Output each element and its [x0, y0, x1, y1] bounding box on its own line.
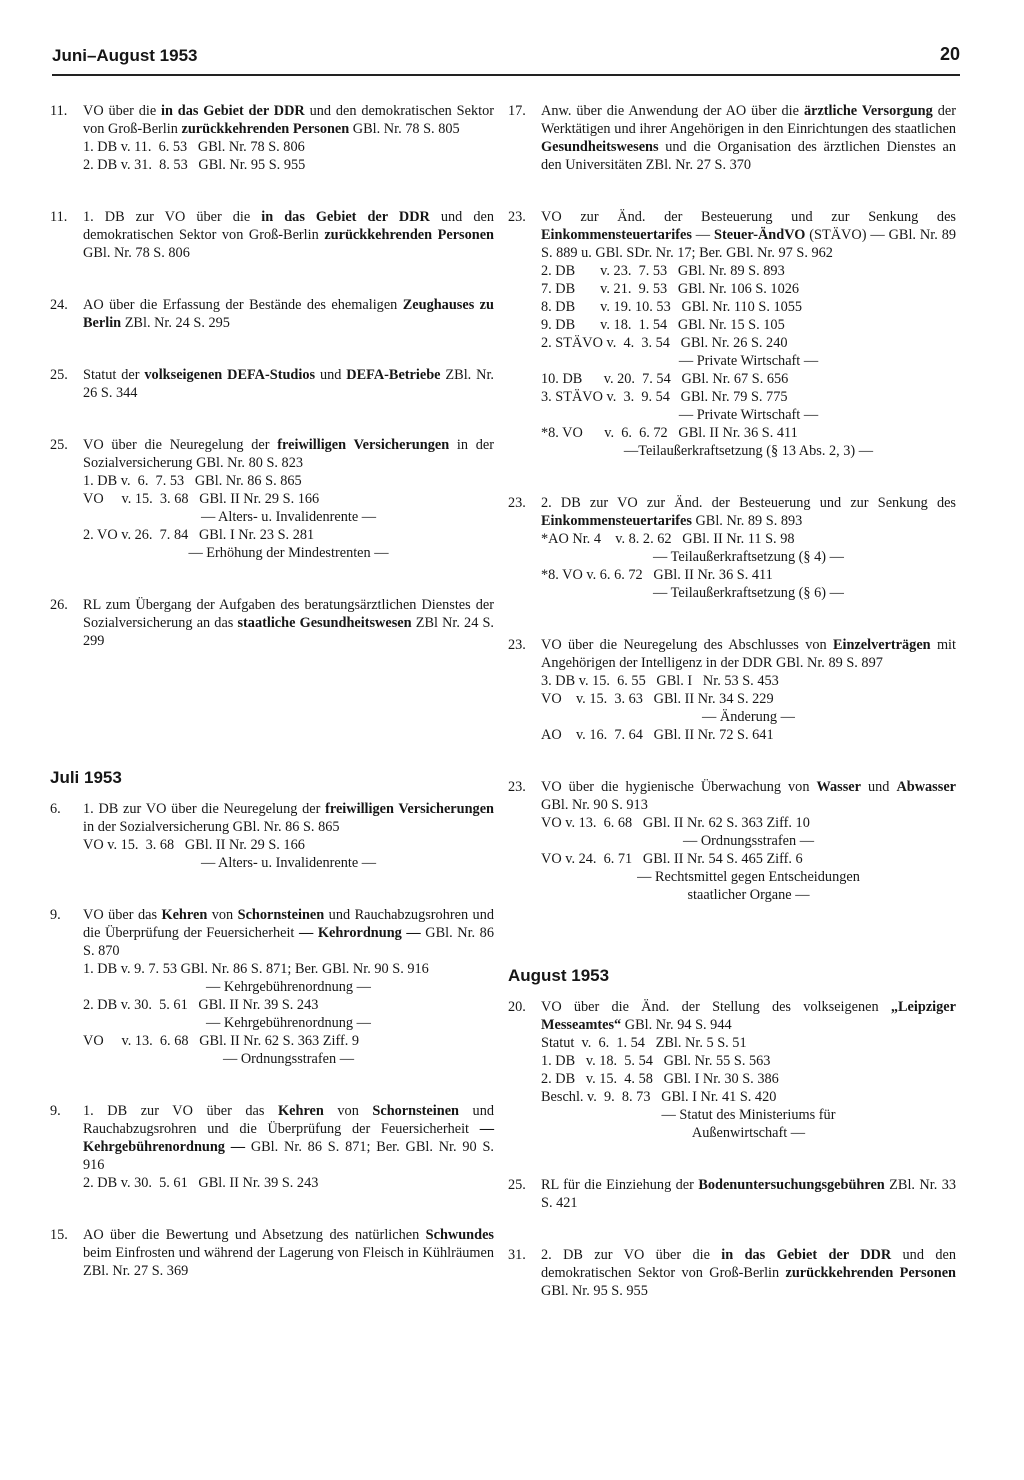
- amendment-note: — Private Wirtschaft —: [678, 353, 819, 369]
- amendment-line: VO v. 24. 6. 71 GBl. II Nr. 54 S. 465 Ziff. 6: [541, 851, 803, 867]
- list-item: [508, 102, 956, 174]
- entry-day: 25.: [50, 367, 68, 383]
- list-item: [50, 102, 494, 174]
- entry-text: AO über die Bewertung und Absetzung des natürlichen Schwundes beim Einfrosten und während der Lagerung von Fleisch in Kühlräumen ZBl. Nr. 27 S. 369: [83, 1227, 494, 1279]
- amendment-note: — Ordnungsstrafen —: [222, 1051, 355, 1067]
- entry-day: 25.: [508, 1177, 526, 1193]
- header-period: Juni–August 1953: [52, 46, 198, 65]
- amendment-note: — Kehrgebührenordnung —: [206, 979, 371, 995]
- list-item: [50, 1102, 494, 1192]
- amendment-note: — Erhöhung der Mindestrenten —: [188, 545, 389, 561]
- amendment-line: Statut v. 6. 1. 54 ZBl. Nr. 5 S. 51: [541, 1035, 747, 1051]
- list-item: [508, 1246, 956, 1300]
- entry-day: 11.: [50, 103, 68, 119]
- amendment-note: — Statut des Ministeriums für: [661, 1107, 836, 1123]
- entry-text: Statut der volkseigenen DEFA-Studios und DEFA-Betriebe ZBl. Nr. 26 S. 344: [83, 367, 494, 401]
- amendment-line: 3. STÄVO v. 3. 9. 54 GBl. Nr. 79 S. 775: [541, 389, 788, 405]
- entry-text: RL für die Einziehung der Bodenuntersuchungsgebühren ZBl. Nr. 33 S. 421: [541, 1177, 956, 1211]
- amendment-line: VO v. 13. 6. 68 GBl. II Nr. 62 S. 363 Ziff. 10: [541, 815, 810, 831]
- entry-text: VO über die Neuregelung der freiwilligen Versicherungen in der Sozialversicherung GBl. Nr. 80 S. 823: [83, 437, 494, 471]
- entry-day: 23.: [508, 637, 526, 653]
- list-item: [50, 1226, 494, 1280]
- amendment-line: VO v. 15. 3. 68 GBl. II Nr. 29 S. 166: [83, 837, 305, 853]
- amendment-line: 9. DB v. 18. 1. 54 GBl. Nr. 15 S. 105: [541, 317, 785, 333]
- amendment-line: AO v. 16. 7. 64 GBl. II Nr. 72 S. 641: [541, 727, 774, 743]
- amendment-line: 2. DB v. 30. 5. 61 GBl. II Nr. 39 S. 243: [83, 997, 319, 1013]
- list-item: [508, 636, 956, 744]
- amendment-line: 1. DB v. 6. 7. 53 GBl. Nr. 86 S. 865: [83, 473, 302, 489]
- entry-day: 24.: [50, 297, 68, 313]
- entry-day: 23.: [508, 495, 526, 511]
- entry-text: 1. DB zur VO über das Kehren von Schornsteinen und Rauchabzugsrohren und die Überprüfung der Feuersicherheit — Kehrgebührenordnung — GBl. Nr. 86 S. 871; Ber. GBl. Nr. 90 S. 916: [83, 1103, 495, 1173]
- list-item: [508, 1176, 956, 1212]
- amendment-line: 1. DB v. 9. 7. 53 GBl. Nr. 86 S. 871; Ber. GBl. Nr. 90 S. 916: [83, 961, 429, 977]
- amendment-line: 2. STÄVO v. 4. 3. 54 GBl. Nr. 26 S. 240: [541, 335, 788, 351]
- amendment-line: VO v. 15. 3. 63 GBl. II Nr. 34 S. 229: [541, 691, 774, 707]
- amendment-line: 2. DB v. 31. 8. 53 GBl. Nr. 95 S. 955: [83, 157, 306, 173]
- entry-day: 23.: [508, 209, 526, 225]
- entry-day: 11.: [50, 209, 68, 225]
- amendment-line: VO v. 13. 6. 68 GBl. II Nr. 62 S. 363 Ziff. 9: [83, 1033, 360, 1049]
- entry-text: AO über die Erfassung der Bestände des ehemaligen Zeughauses zu Berlin ZBl. Nr. 24 S. 295: [83, 297, 494, 331]
- entry-day: 25.: [50, 437, 68, 453]
- amendment-line: 2. DB v. 30. 5. 61 GBl. II Nr. 39 S. 243: [83, 1175, 319, 1191]
- entry-text: VO über das Kehren von Schornsteinen und Rauchabzugsrohren und die Überprüfung der Feuersicherheit — Kehrordnung — GBl. Nr. 86 S. 870: [83, 907, 494, 959]
- list-item: [508, 208, 956, 460]
- amendment-line: *8. VO v. 6. 6. 72 GBl. II Nr. 36 S. 411: [541, 567, 773, 583]
- entry-text: VO über die Änd. der Stellung des volkseigenen „Leipziger Messeamtes“ GBl. Nr. 94 S. 944: [541, 999, 956, 1033]
- amendment-line: *8. VO v. 6. 6. 72 GBl. II Nr. 36 S. 411: [541, 425, 798, 441]
- entry-text: VO über die Neuregelung des Abschlusses von Einzelverträgen mit Angehörigen der Intelligenz in der DDR GBl. Nr. 89 S. 897: [541, 637, 957, 671]
- list-item: [508, 778, 956, 904]
- entry-day: 20.: [508, 999, 526, 1015]
- list-item: [50, 208, 494, 262]
- amendment-note: — Ordnungsstrafen —: [682, 833, 815, 849]
- right-column: [508, 102, 956, 1300]
- amendment-line: 7. DB v. 21. 9. 53 GBl. Nr. 106 S. 1026: [541, 281, 800, 297]
- entry-text: VO über die hygienische Überwachung von Wasser und Abwasser GBl. Nr. 90 S. 913: [541, 779, 957, 813]
- month-heading-august: August 1953: [508, 966, 610, 985]
- month-heading-juli: Juli 1953: [50, 768, 122, 787]
- amendment-note: Außenwirtschaft —: [691, 1125, 806, 1141]
- list-item: [50, 436, 494, 562]
- entry-text: 2. DB zur VO zur Änd. der Besteuerung und zur Senkung des Einkommensteuertarifes GBl. Nr. 89 S. 893: [541, 495, 956, 529]
- amendment-line: 8. DB v. 19. 10. 53 GBl. Nr. 110 S. 1055: [541, 299, 803, 315]
- amendment-line: 2. DB v. 15. 4. 58 GBl. I Nr. 30 S. 386: [541, 1071, 779, 1087]
- entry-text: Anw. über die Anwendung der AO über die ärztliche Versorgung der Werktätigen und ihrer Angehörigen in den Einrichtungen des staatlichen Gesundheitswesens und die Organisation des ärztlichen Dienstes an den Universitäten ZBl. Nr. 27 S. 370: [541, 103, 956, 173]
- amendment-note: — Änderung —: [702, 709, 795, 725]
- amendment-note: — Alters- u. Invalidenrente —: [200, 509, 377, 525]
- entry-text: 2. DB zur VO über die in das Gebiet der DDR und den demokratischen Sektor von Groß-Berlin zurückkehrenden Personen GBl. Nr. 95 S. 955: [541, 1247, 956, 1299]
- amendment-note: — Kehrgebührenordnung —: [206, 1015, 371, 1031]
- list-item: [50, 366, 494, 402]
- list-item: [508, 998, 956, 1142]
- entry-day: 26.: [50, 597, 68, 613]
- list-item: [50, 296, 494, 332]
- amendment-line: Beschl. v. 9. 8. 73 GBl. I Nr. 41 S. 420: [541, 1089, 777, 1105]
- entry-day: 31.: [508, 1247, 526, 1263]
- entry-day: 17.: [508, 103, 526, 119]
- amendment-line: 2. DB v. 23. 7. 53 GBl. Nr. 89 S. 893: [541, 263, 785, 279]
- amendment-note: — Rechtsmittel gegen Entscheidungen: [637, 869, 860, 885]
- entry-text: RL zum Übergang der Aufgaben des beratungsärztlichen Dienstes der Sozialversicherung an das staatliche Gesundheitswesen ZBl Nr. 24 S. 299: [83, 597, 494, 649]
- list-item: [50, 800, 494, 872]
- left-column: [50, 102, 494, 1280]
- amendment-line: 2. VO v. 26. 7. 84 GBl. I Nr. 23 S. 281: [83, 527, 315, 543]
- list-item: [50, 906, 494, 1068]
- page-header: [52, 44, 960, 76]
- amendment-note: staatlicher Organe —: [687, 887, 810, 903]
- entry-day: 6.: [50, 801, 61, 817]
- list-item: [508, 494, 956, 602]
- amendment-note: — Alters- u. Invalidenrente —: [200, 855, 377, 871]
- amendment-note: — Teilaußerkraftsetzung (§ 6) —: [653, 585, 844, 601]
- amendment-note: — Teilaußerkraftsetzung (§ 4) —: [653, 549, 844, 565]
- list-item: [50, 596, 494, 650]
- entry-day: 9.: [50, 1103, 61, 1119]
- amendment-line: 1. DB v. 11. 6. 53 GBl. Nr. 78 S. 806: [83, 139, 305, 155]
- entry-day: 9.: [50, 907, 61, 923]
- entry-text: VO über die in das Gebiet der DDR und den demokratischen Sektor von Groß-Berlin zurückkehrenden Personen GBl. Nr. 78 S. 805: [83, 103, 494, 137]
- entry-text: 1. DB zur VO über die in das Gebiet der DDR und den demokratischen Sektor von Groß-Berlin zurückkehrenden Personen GBl. Nr. 78 S. 806: [83, 209, 495, 261]
- entry-text: 1. DB zur VO über die Neuregelung der freiwilligen Versicherungen in der Sozialversicherung GBl. Nr. 86 S. 865: [83, 801, 494, 835]
- entry-text: VO zur Änd. der Besteuerung und zur Senkung des Einkommensteuertarifes — Steuer-ÄndVO (STÄVO) — GBl. Nr. 89 S. 889 u. GBl. SDr. Nr. 17; Ber. GBl. Nr. 97 S. 962: [541, 209, 956, 261]
- amendment-line: VO v. 15. 3. 68 GBl. II Nr. 29 S. 166: [83, 491, 320, 507]
- amendment-line: *AO Nr. 4 v. 8. 2. 62 GBl. II Nr. 11 S. 98: [541, 531, 795, 547]
- amendment-note: —Teilaußerkraftsetzung (§ 13 Abs. 2, 3) —: [623, 443, 874, 459]
- amendment-line: 10. DB v. 20. 7. 54 GBl. Nr. 67 S. 656: [541, 371, 789, 387]
- amendment-line: 3. DB v. 15. 6. 55 GBl. I Nr. 53 S. 453: [541, 673, 779, 689]
- amendment-line: 1. DB v. 18. 5. 54 GBl. Nr. 55 S. 563: [541, 1053, 771, 1069]
- amendment-note: — Private Wirtschaft —: [678, 407, 819, 423]
- entry-day: 23.: [508, 779, 526, 795]
- page-number: 20: [939, 44, 960, 64]
- entry-day: 15.: [50, 1227, 68, 1243]
